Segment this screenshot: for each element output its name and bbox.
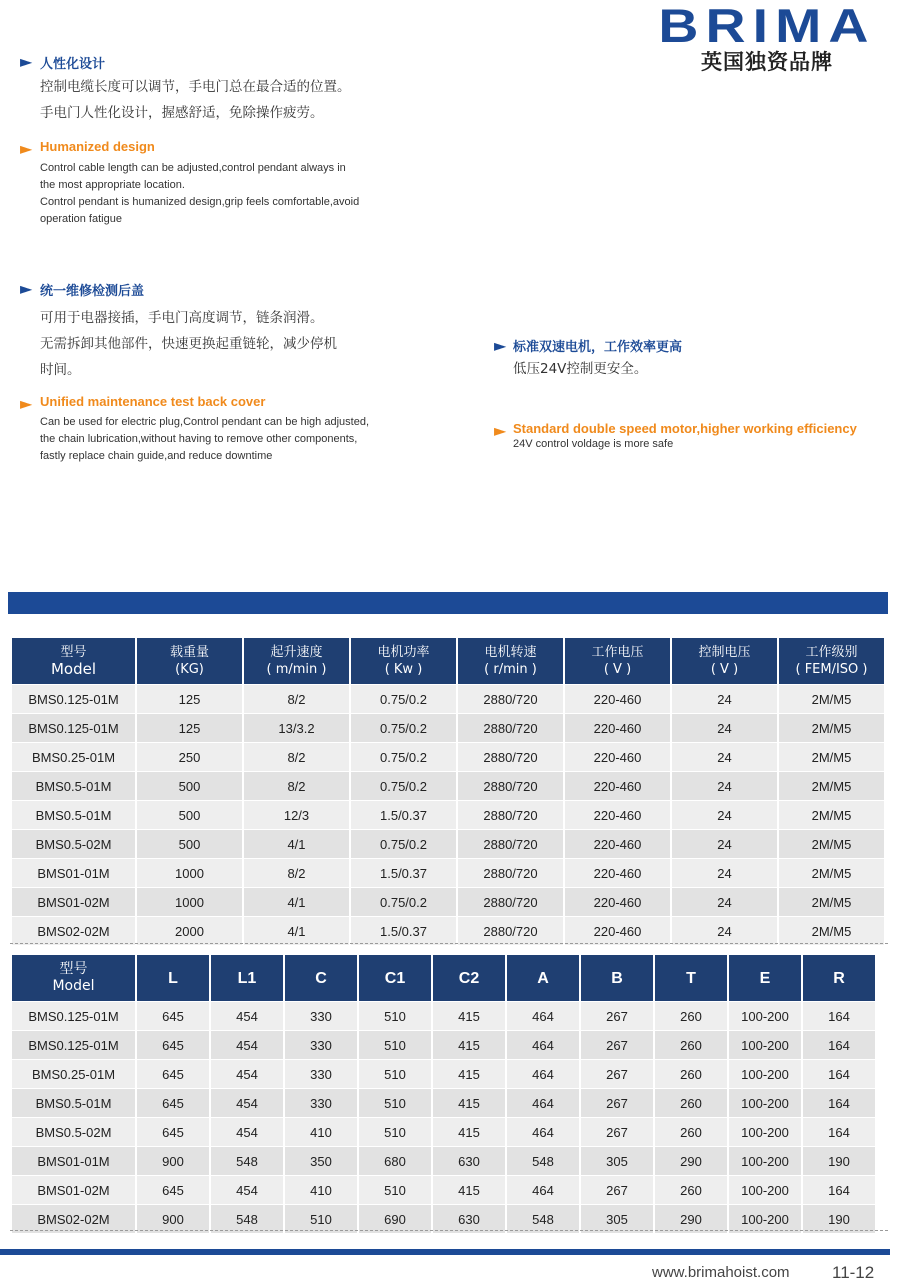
table-cell: 464: [507, 1002, 579, 1030]
table-cell: 510: [359, 1060, 431, 1088]
triangle-bullet-icon: ►: [20, 52, 32, 71]
table-cell: 454: [211, 1060, 283, 1088]
table-cell: 2880/720: [458, 714, 563, 742]
page-number: 11-12: [832, 1263, 874, 1283]
table-cell: 100-200: [729, 1147, 801, 1175]
header-label-unit: ( m/min ): [244, 661, 349, 678]
table-cell: 510: [359, 1002, 431, 1030]
table-cell: 645: [137, 1089, 209, 1117]
table-cell: 500: [137, 772, 242, 800]
model-cell: BMS01-01M: [12, 1147, 135, 1175]
table-cell: 0.75/0.2: [351, 743, 456, 771]
table-cell: 415: [433, 1118, 505, 1146]
header-label-cn: 工作级别: [779, 644, 884, 661]
header-label-unit: (KG): [137, 661, 242, 678]
header-label-cn: 电机功率: [351, 644, 456, 661]
table-cell: 220-460: [565, 714, 670, 742]
feature-title-en: Humanized design: [40, 139, 155, 154]
table-cell: 2880/720: [458, 859, 563, 887]
feature-text-cn: 无需拆卸其他部件，快速更换起重链轮，减少停机: [40, 331, 337, 357]
feature-text-en: Control cable length can be adjusted,control pendant always in: [40, 160, 346, 177]
table-row: [12, 1089, 875, 1117]
table-cell: 220-460: [565, 685, 670, 713]
table-cell: 290: [655, 1205, 727, 1233]
spec-column-header: [458, 638, 563, 684]
table-cell: 2M/M5: [779, 685, 884, 713]
table-cell: 645: [137, 1176, 209, 1204]
table-cell: 290: [655, 1147, 727, 1175]
spec-column-header: [351, 638, 456, 684]
dim-column-header: L1: [211, 955, 283, 1001]
feature-title-en: Standard double speed motor,higher working efficiency: [513, 421, 857, 436]
table-cell: 1000: [137, 888, 242, 916]
dim-table-body: [12, 1002, 875, 1233]
header-label-cn: 控制电压: [672, 644, 777, 661]
table-row: [12, 888, 884, 916]
table-cell: 267: [581, 1176, 653, 1204]
table-cell: 2M/M5: [779, 830, 884, 858]
table-row: [12, 1205, 875, 1233]
feature-text-en: the most appropriate location.: [40, 177, 185, 194]
model-cell: BMS0.125-01M: [12, 685, 135, 713]
table-cell: 2M/M5: [779, 859, 884, 887]
table-cell: 2880/720: [458, 830, 563, 858]
table-cell: 410: [285, 1176, 357, 1204]
feature-text-en: the chain lubrication,without having to remove other components,: [40, 431, 357, 448]
model-cell: BMS0.125-01M: [12, 1031, 135, 1059]
table-cell: 164: [803, 1031, 875, 1059]
table-cell: 415: [433, 1089, 505, 1117]
table-cell: 260: [655, 1060, 727, 1088]
table-cell: 2880/720: [458, 801, 563, 829]
dashed-divider: [10, 1230, 888, 1231]
table-cell: 510: [359, 1089, 431, 1117]
table-cell: 8/2: [244, 743, 349, 771]
model-cell: BMS0.5-02M: [12, 1118, 135, 1146]
header-label-unit: ( Kw ): [351, 661, 456, 678]
header-label-unit: ( V ): [672, 661, 777, 678]
table-cell: 24: [672, 917, 777, 945]
table-cell: 900: [137, 1205, 209, 1233]
table-row: [12, 1147, 875, 1175]
table-cell: 1000: [137, 859, 242, 887]
feature-title-cn: 人性化设计: [40, 53, 105, 72]
feature-text-en: operation fatigue: [40, 211, 122, 228]
header-label-cn: 载重量: [137, 644, 242, 661]
model-cell: BMS01-02M: [12, 1176, 135, 1204]
table-cell: 464: [507, 1031, 579, 1059]
table-cell: 220-460: [565, 801, 670, 829]
dim-column-header: R: [803, 955, 875, 1001]
table-row: [12, 859, 884, 887]
table-cell: 330: [285, 1060, 357, 1088]
table-cell: 100-200: [729, 1002, 801, 1030]
table-row: [12, 714, 884, 742]
table-cell: 0.75/0.2: [351, 830, 456, 858]
table-cell: 454: [211, 1089, 283, 1117]
table-cell: 2880/720: [458, 743, 563, 771]
model-cell: BMS0.25-01M: [12, 743, 135, 771]
table-cell: 510: [359, 1118, 431, 1146]
model-cell: BMS0.125-01M: [12, 1002, 135, 1030]
table-cell: 100-200: [729, 1118, 801, 1146]
triangle-bullet-icon: ►: [20, 279, 32, 298]
table-cell: 454: [211, 1002, 283, 1030]
website-link[interactable]: www.brimahoist.com: [652, 1264, 790, 1281]
table-cell: 24: [672, 714, 777, 742]
table-cell: 100-200: [729, 1060, 801, 1088]
header-label-unit: ( r/min ): [458, 661, 563, 678]
table-cell: 330: [285, 1089, 357, 1117]
table-cell: 24: [672, 801, 777, 829]
table-cell: 415: [433, 1060, 505, 1088]
table-row: [12, 917, 884, 945]
table-cell: 250: [137, 743, 242, 771]
table-row: [12, 772, 884, 800]
spec-column-header: [565, 638, 670, 684]
table-cell: 260: [655, 1089, 727, 1117]
dim-column-header: C: [285, 955, 357, 1001]
table-cell: 1.5/0.37: [351, 917, 456, 945]
table-cell: 630: [433, 1147, 505, 1175]
table-cell: 900: [137, 1147, 209, 1175]
table-cell: 100-200: [729, 1089, 801, 1117]
spec-column-header: [779, 638, 884, 684]
table-row: [12, 743, 884, 771]
table-row: [12, 1176, 875, 1204]
table-cell: 164: [803, 1002, 875, 1030]
brand-name: BRIMA: [620, 0, 900, 53]
table-row: [12, 801, 884, 829]
specification-table: [10, 637, 886, 946]
table-cell: 464: [507, 1176, 579, 1204]
header-label-unit: ( FEM/ISO ): [779, 661, 884, 678]
table-cell: 24: [672, 888, 777, 916]
table-cell: 305: [581, 1205, 653, 1233]
dim-column-header: T: [655, 955, 727, 1001]
table-cell: 4/1: [244, 917, 349, 945]
feature-title-en: Unified maintenance test back cover: [40, 394, 265, 409]
table-cell: 510: [359, 1031, 431, 1059]
table-cell: 548: [211, 1147, 283, 1175]
table-cell: 260: [655, 1176, 727, 1204]
table-cell: 2000: [137, 917, 242, 945]
table-cell: 330: [285, 1002, 357, 1030]
table-cell: 645: [137, 1031, 209, 1059]
dim-column-header: C2: [433, 955, 505, 1001]
table-cell: 2880/720: [458, 888, 563, 916]
table-cell: 0.75/0.2: [351, 714, 456, 742]
header-label-cn: 型号: [12, 961, 135, 978]
table-cell: 2M/M5: [779, 801, 884, 829]
triangle-bullet-icon: ►: [494, 421, 506, 440]
table-cell: 415: [433, 1031, 505, 1059]
table-row: [12, 685, 884, 713]
model-cell: BMS0.5-01M: [12, 801, 135, 829]
model-cell: BMS0.5-01M: [12, 772, 135, 800]
spec-column-header: [12, 638, 135, 684]
table-cell: 13/3.2: [244, 714, 349, 742]
header-label-cn: 工作电压: [565, 644, 670, 661]
table-cell: 24: [672, 685, 777, 713]
table-cell: 24: [672, 859, 777, 887]
table-cell: 0.75/0.2: [351, 888, 456, 916]
model-cell: BMS02-02M: [12, 1205, 135, 1233]
table-cell: 645: [137, 1060, 209, 1088]
dim-column-header: A: [507, 955, 579, 1001]
table-cell: 100-200: [729, 1031, 801, 1059]
table-cell: 164: [803, 1089, 875, 1117]
feature-title-cn: 统一维修检测后盖: [40, 280, 144, 299]
model-cell: BMS0.5-01M: [12, 1089, 135, 1117]
table-cell: 454: [211, 1118, 283, 1146]
table-cell: 164: [803, 1176, 875, 1204]
table-cell: 220-460: [565, 888, 670, 916]
feature-text-en: Can be used for electric plug,Control pendant can be high adjusted,: [40, 414, 369, 431]
dimension-table: [10, 954, 877, 1234]
feature-text-en: Control pendant is humanized design,grip feels comfortable,avoid: [40, 194, 359, 211]
triangle-bullet-icon: ►: [20, 394, 32, 413]
table-cell: 24: [672, 743, 777, 771]
table-cell: 4/1: [244, 830, 349, 858]
header-label-cn: 型号: [12, 644, 135, 661]
brand-logo: [642, 0, 892, 75]
header-label-cn: 起升速度: [244, 644, 349, 661]
table-cell: 680: [359, 1147, 431, 1175]
table-row: [12, 1118, 875, 1146]
feature-text-en: 24V control voldage is more safe: [513, 436, 673, 453]
dim-column-header: C1: [359, 955, 431, 1001]
table-cell: 2M/M5: [779, 714, 884, 742]
section-divider-band: [8, 592, 888, 614]
table-cell: 220-460: [565, 859, 670, 887]
table-cell: 12/3: [244, 801, 349, 829]
table-cell: 454: [211, 1031, 283, 1059]
table-cell: 2M/M5: [779, 917, 884, 945]
table-cell: 548: [507, 1147, 579, 1175]
dim-column-header: L: [137, 955, 209, 1001]
table-cell: 415: [433, 1002, 505, 1030]
header-label-unit: ( V ): [565, 661, 670, 678]
table-cell: 164: [803, 1060, 875, 1088]
table-cell: 548: [507, 1205, 579, 1233]
feature-title-cn: 标准双速电机，工作效率更高: [513, 336, 682, 355]
table-cell: 500: [137, 830, 242, 858]
table-cell: 267: [581, 1031, 653, 1059]
header-label-cn: 电机转速: [458, 644, 563, 661]
table-cell: 500: [137, 801, 242, 829]
table-cell: 267: [581, 1002, 653, 1030]
table-cell: 464: [507, 1060, 579, 1088]
table-cell: 454: [211, 1176, 283, 1204]
table-row: [12, 1060, 875, 1088]
table-cell: 350: [285, 1147, 357, 1175]
table-cell: 548: [211, 1205, 283, 1233]
table-cell: 2880/720: [458, 917, 563, 945]
table-cell: 2M/M5: [779, 743, 884, 771]
table-cell: 8/2: [244, 772, 349, 800]
table-cell: 220-460: [565, 743, 670, 771]
table-cell: 2M/M5: [779, 772, 884, 800]
table-cell: 4/1: [244, 888, 349, 916]
table-cell: 100-200: [729, 1205, 801, 1233]
table-cell: 267: [581, 1060, 653, 1088]
table-cell: 267: [581, 1118, 653, 1146]
table-cell: 305: [581, 1147, 653, 1175]
table-cell: 2880/720: [458, 685, 563, 713]
footer-bar: [0, 1249, 890, 1255]
table-cell: 510: [285, 1205, 357, 1233]
table-cell: 2880/720: [458, 772, 563, 800]
table-cell: 24: [672, 830, 777, 858]
feature-text-en: fastly replace chain guide,and reduce downtime: [40, 448, 272, 465]
dim-header-row: [12, 955, 875, 1001]
feature-text-cn: 时间。: [40, 357, 81, 383]
model-cell: BMS02-02M: [12, 917, 135, 945]
dashed-divider: [10, 943, 888, 944]
table-cell: 510: [359, 1176, 431, 1204]
table-cell: 260: [655, 1031, 727, 1059]
table-cell: 464: [507, 1089, 579, 1117]
spec-table-body: [12, 685, 884, 945]
table-cell: 0.75/0.2: [351, 772, 456, 800]
table-cell: 164: [803, 1118, 875, 1146]
triangle-bullet-icon: ►: [494, 336, 506, 355]
table-cell: 260: [655, 1118, 727, 1146]
dim-column-header: E: [729, 955, 801, 1001]
model-cell: BMS0.25-01M: [12, 1060, 135, 1088]
table-cell: 410: [285, 1118, 357, 1146]
table-cell: 645: [137, 1118, 209, 1146]
table-cell: 415: [433, 1176, 505, 1204]
dim-column-header: B: [581, 955, 653, 1001]
table-cell: 220-460: [565, 830, 670, 858]
table-cell: 1.5/0.37: [351, 801, 456, 829]
table-cell: 100-200: [729, 1176, 801, 1204]
spec-column-header: [137, 638, 242, 684]
table-cell: 1.5/0.37: [351, 859, 456, 887]
feature-text-cn: 低压24V控制更安全。: [513, 356, 647, 382]
header-label-unit: Model: [12, 978, 135, 995]
table-cell: 8/2: [244, 685, 349, 713]
feature-text-cn: 控制电缆长度可以调节，手电门总在最合适的位置。: [40, 74, 351, 100]
table-cell: 125: [137, 685, 242, 713]
dim-column-header-model: [12, 955, 135, 1001]
table-cell: 190: [803, 1205, 875, 1233]
table-cell: 630: [433, 1205, 505, 1233]
table-row: [12, 830, 884, 858]
header-label-unit: Model: [12, 661, 135, 678]
table-cell: 220-460: [565, 917, 670, 945]
spec-column-header: [672, 638, 777, 684]
table-row: [12, 1031, 875, 1059]
feature-text-cn: 手电门人性化设计，握感舒适，免除操作疲劳。: [40, 100, 324, 126]
table-cell: 0.75/0.2: [351, 685, 456, 713]
table-cell: 260: [655, 1002, 727, 1030]
table-cell: 125: [137, 714, 242, 742]
model-cell: BMS0.5-02M: [12, 830, 135, 858]
table-cell: 24: [672, 772, 777, 800]
spec-header-row: [12, 638, 884, 684]
table-cell: 190: [803, 1147, 875, 1175]
table-cell: 690: [359, 1205, 431, 1233]
feature-text-cn: 可用于电器接插，手电门高度调节，链条润滑。: [40, 305, 324, 331]
table-cell: 8/2: [244, 859, 349, 887]
brand-tagline: 英国独资品牌: [642, 46, 892, 76]
table-cell: 330: [285, 1031, 357, 1059]
model-cell: BMS01-01M: [12, 859, 135, 887]
table-cell: 645: [137, 1002, 209, 1030]
table-cell: 267: [581, 1089, 653, 1117]
spec-column-header: [244, 638, 349, 684]
table-cell: 220-460: [565, 772, 670, 800]
table-row: [12, 1002, 875, 1030]
model-cell: BMS01-02M: [12, 888, 135, 916]
table-cell: 464: [507, 1118, 579, 1146]
table-cell: 2M/M5: [779, 888, 884, 916]
triangle-bullet-icon: ►: [20, 139, 32, 158]
model-cell: BMS0.125-01M: [12, 714, 135, 742]
